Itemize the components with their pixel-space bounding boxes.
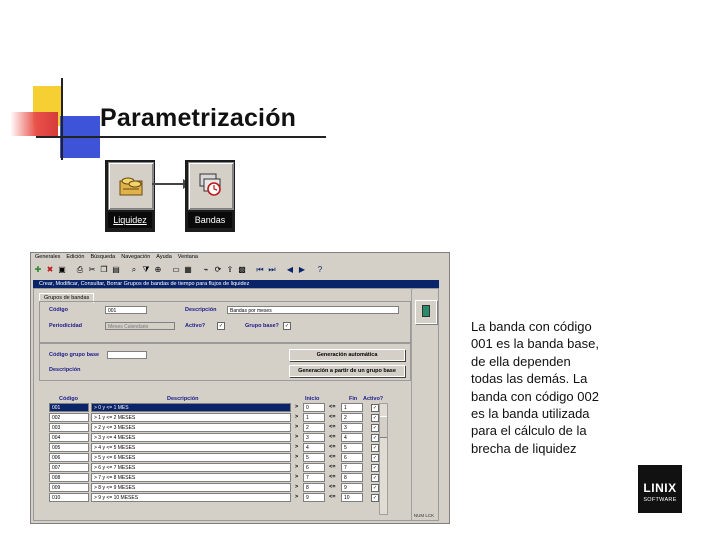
cell-op-end: <= — [329, 424, 336, 430]
toolbar-separator — [279, 265, 283, 275]
cell-op-start: > — [295, 464, 299, 470]
generacion-grupo-base-button[interactable]: Generación a partir de un grupo base — [289, 365, 405, 377]
cell-codigo[interactable]: 010 — [49, 493, 89, 502]
cell-inicio[interactable]: 4 — [303, 443, 325, 452]
cell-op-end: <= — [329, 484, 336, 490]
cell-op-start: > — [295, 424, 299, 430]
decor-red-block — [10, 112, 58, 136]
cell-op-start: > — [295, 484, 299, 490]
logo-sub-text: SOFTWARE — [643, 497, 677, 503]
cell-inicio[interactable]: 1 — [303, 413, 325, 422]
cell-op-start: > — [295, 494, 299, 500]
codigo-grupo-base-label: Código grupo base — [49, 352, 100, 358]
cell-descripcion[interactable]: > 9 y <= 10 MESES — [91, 493, 291, 502]
grupo-base-label: Grupo base? — [245, 323, 279, 329]
last-record-icon[interactable]: ⏭ — [268, 265, 276, 274]
app-window — [30, 252, 450, 524]
cell-codigo[interactable]: 001 — [49, 403, 89, 412]
toolbar-separator — [165, 265, 169, 275]
cell-activo-checkbox[interactable]: ✓ — [372, 465, 378, 471]
table-row[interactable] — [49, 423, 393, 433]
cell-activo-checkbox[interactable]: ✓ — [372, 425, 378, 431]
menu-item-navegacion[interactable]: Navegación — [121, 254, 151, 260]
cell-descripcion[interactable]: > 0 y <= 1 MES — [91, 403, 291, 412]
cell-inicio[interactable]: 8 — [303, 483, 325, 492]
slide-title: Parametrización — [100, 104, 297, 132]
table-row[interactable] — [49, 433, 393, 443]
grid-scrollbar[interactable] — [379, 403, 388, 515]
cell-descripcion[interactable]: > 1 y <= 2 MESES — [91, 413, 291, 422]
toolbar-separator — [309, 265, 313, 275]
cell-codigo[interactable]: 008 — [49, 473, 89, 482]
cell-op-start: > — [295, 454, 299, 460]
status-indicator: NUM LCK — [413, 513, 435, 518]
table-row[interactable] — [49, 443, 393, 453]
cell-inicio[interactable]: 0 — [303, 403, 325, 412]
toolbar — [33, 263, 447, 277]
add-icon[interactable]: ✚ — [34, 265, 42, 274]
prev-record-icon[interactable]: ◀ — [286, 265, 294, 274]
cell-op-start: > — [295, 444, 299, 450]
delete-icon[interactable]: ✖ — [46, 265, 54, 274]
cell-op-end: <= — [329, 464, 336, 470]
cell-descripcion[interactable]: > 4 y <= 5 MESES — [91, 443, 291, 452]
table-row[interactable] — [49, 453, 393, 463]
liquidez-module-button[interactable] — [108, 162, 154, 210]
save-icon[interactable]: ▣ — [58, 265, 66, 274]
logo-main-text: LINIX — [643, 481, 677, 495]
filter-icon[interactable]: ⧩ — [142, 265, 150, 274]
column-header-codigo: Código — [59, 396, 78, 402]
cell-op-end: <= — [329, 404, 336, 410]
table-row[interactable] — [49, 403, 393, 413]
cell-codigo[interactable]: 002 — [49, 413, 89, 422]
cell-inicio[interactable]: 2 — [303, 423, 325, 432]
cell-fin[interactable]: 5 — [341, 443, 363, 452]
copy-icon[interactable]: ❐ — [100, 265, 108, 274]
cell-codigo[interactable]: 009 — [49, 483, 89, 492]
table-row[interactable] — [49, 463, 393, 473]
module-arrow — [152, 183, 188, 185]
activo-label: Activo? — [185, 323, 206, 329]
window-title: Crear, Modificar, Consultar, Borrar Grupos de bandas de tiempo para flujos de liquidez — [33, 280, 439, 288]
table-row[interactable] — [49, 413, 393, 423]
paste-icon[interactable]: ▤ — [112, 265, 120, 274]
cell-descripcion[interactable]: > 5 y <= 6 MESES — [91, 453, 291, 462]
column-header-inicio: Inicio — [305, 396, 320, 402]
cell-op-end: <= — [329, 494, 336, 500]
slide-description: La banda con código 001 es la banda base, de ella dependen todas las demás. La banda con código 002 es la banda utilizada para el cálculo de la brecha de liquidez — [471, 319, 599, 456]
help-icon[interactable]: ? — [317, 265, 323, 274]
tab-grupos-de-bandas[interactable]: Grupos de bandas — [39, 293, 94, 303]
cell-op-end: <= — [329, 444, 336, 450]
cell-fin[interactable]: 3 — [341, 423, 363, 432]
cell-fin[interactable]: 1 — [341, 403, 363, 412]
cut-icon[interactable]: ✂ — [88, 265, 96, 274]
calc-icon[interactable]: ▩ — [238, 265, 246, 274]
toolbar-separator — [69, 265, 73, 275]
cell-op-end: <= — [329, 414, 336, 420]
descripcion-field[interactable]: Bandas por meses — [227, 306, 399, 314]
search-icon[interactable]: ⌕ — [131, 265, 137, 274]
periodicidad-label: Periodicidad — [49, 323, 83, 329]
cell-codigo[interactable]: 007 — [49, 463, 89, 472]
table-row[interactable] — [49, 483, 393, 493]
cell-codigo[interactable]: 006 — [49, 453, 89, 462]
grupo-base-checkbox[interactable]: ✓ — [284, 323, 290, 329]
exit-button[interactable] — [415, 300, 437, 324]
codigo-label: Código — [49, 307, 68, 313]
codigo-grupo-base-field[interactable] — [107, 351, 147, 359]
cell-codigo[interactable]: 005 — [49, 443, 89, 452]
cell-fin[interactable]: 10 — [341, 493, 363, 502]
column-header-descripcion: Descripción — [167, 396, 199, 402]
column-header-fin: Fin — [349, 396, 358, 402]
cell-descripcion[interactable]: > 6 y <= 7 MESES — [91, 463, 291, 472]
grid-scrollbar-thumb[interactable] — [380, 416, 387, 438]
bandas-module-label: Bandas — [188, 212, 232, 228]
menu-bar — [31, 253, 450, 261]
cell-activo-checkbox[interactable]: ✓ — [372, 495, 378, 501]
decor-horizontal-line — [36, 136, 326, 138]
next-record-icon[interactable]: ▶ — [298, 265, 306, 274]
cell-descripcion[interactable]: > 8 y <= 9 MESES — [91, 483, 291, 492]
cell-fin[interactable]: 9 — [341, 483, 363, 492]
cell-fin[interactable]: 8 — [341, 473, 363, 482]
coins-folder-icon — [117, 171, 145, 199]
menu-item-ventana[interactable]: Ventana — [177, 254, 198, 260]
cell-op-end: <= — [329, 474, 336, 480]
cell-inicio[interactable]: 9 — [303, 493, 325, 502]
toolbar-separator — [195, 265, 199, 275]
cell-op-start: > — [295, 404, 299, 410]
periodicidad-select[interactable]: Meses Calendario — [105, 322, 175, 330]
attach-icon[interactable]: ⌁ — [203, 265, 209, 274]
cell-activo-checkbox[interactable]: ✓ — [372, 435, 378, 441]
table-row[interactable] — [49, 473, 393, 483]
table-row[interactable] — [49, 493, 393, 503]
liquidez-module-label: Liquidez — [108, 212, 152, 228]
cell-op-end: <= — [329, 454, 336, 460]
cell-activo-checkbox[interactable]: ✓ — [372, 405, 378, 411]
generacion-automatica-button[interactable]: Generación automática — [289, 349, 405, 361]
export-icon[interactable]: ⇪ — [226, 265, 234, 274]
decor-vertical-line — [61, 78, 63, 160]
cell-activo-checkbox[interactable]: ✓ — [372, 445, 378, 451]
cell-activo-checkbox[interactable]: ✓ — [372, 415, 378, 421]
menu-item-generales[interactable]: Generales — [35, 254, 61, 260]
cell-fin[interactable]: 7 — [341, 463, 363, 472]
cell-activo-checkbox[interactable]: ✓ — [372, 485, 378, 491]
linix-logo — [638, 465, 682, 513]
cell-fin[interactable]: 6 — [341, 453, 363, 462]
cell-inicio[interactable]: 6 — [303, 463, 325, 472]
cell-inicio[interactable]: 3 — [303, 433, 325, 442]
cell-op-start: > — [295, 474, 299, 480]
menu-item-edicion[interactable]: Edición — [66, 254, 85, 260]
toolbar-separator — [123, 265, 127, 275]
form-icon[interactable]: ▦ — [184, 265, 192, 274]
cell-fin[interactable]: 2 — [341, 413, 363, 422]
column-header-activo: Activo? — [363, 396, 384, 402]
cell-op-end: <= — [329, 434, 336, 440]
bands-stack-icon — [197, 171, 225, 199]
cell-codigo[interactable]: 003 — [49, 423, 89, 432]
clear-icon[interactable]: ▭ — [172, 265, 180, 274]
cell-codigo[interactable]: 004 — [49, 433, 89, 442]
cell-activo-checkbox[interactable]: ✓ — [372, 455, 378, 461]
bandas-module-button[interactable] — [188, 162, 234, 210]
cell-descripcion[interactable]: > 2 y <= 3 MESES — [91, 423, 291, 432]
toolbar-separator — [249, 265, 253, 275]
descripcion-grupo-base-label: Descripción — [49, 367, 81, 373]
codigo-field[interactable]: 001 — [105, 306, 147, 314]
menu-item-ayuda[interactable]: Ayuda — [156, 254, 172, 260]
zoom-icon[interactable]: ⊕ — [154, 265, 162, 274]
cell-inicio[interactable]: 7 — [303, 473, 325, 482]
cell-descripcion[interactable]: > 3 y <= 4 MESES — [91, 433, 291, 442]
menu-item-busqueda[interactable]: Búsqueda — [90, 254, 116, 260]
cell-op-start: > — [295, 434, 299, 440]
first-record-icon[interactable]: ⏮ — [256, 265, 264, 274]
print-icon[interactable]: ⎙ — [76, 265, 84, 274]
cell-fin[interactable]: 4 — [341, 433, 363, 442]
descripcion-label: Descripción — [185, 307, 217, 313]
cell-op-start: > — [295, 414, 299, 420]
door-icon — [422, 305, 430, 317]
cell-inicio[interactable]: 5 — [303, 453, 325, 462]
cell-activo-checkbox[interactable]: ✓ — [372, 475, 378, 481]
cell-descripcion[interactable]: > 7 y <= 8 MESES — [91, 473, 291, 482]
activo-checkbox[interactable]: ✓ — [218, 323, 224, 329]
refresh-icon[interactable]: ⟳ — [214, 265, 222, 274]
